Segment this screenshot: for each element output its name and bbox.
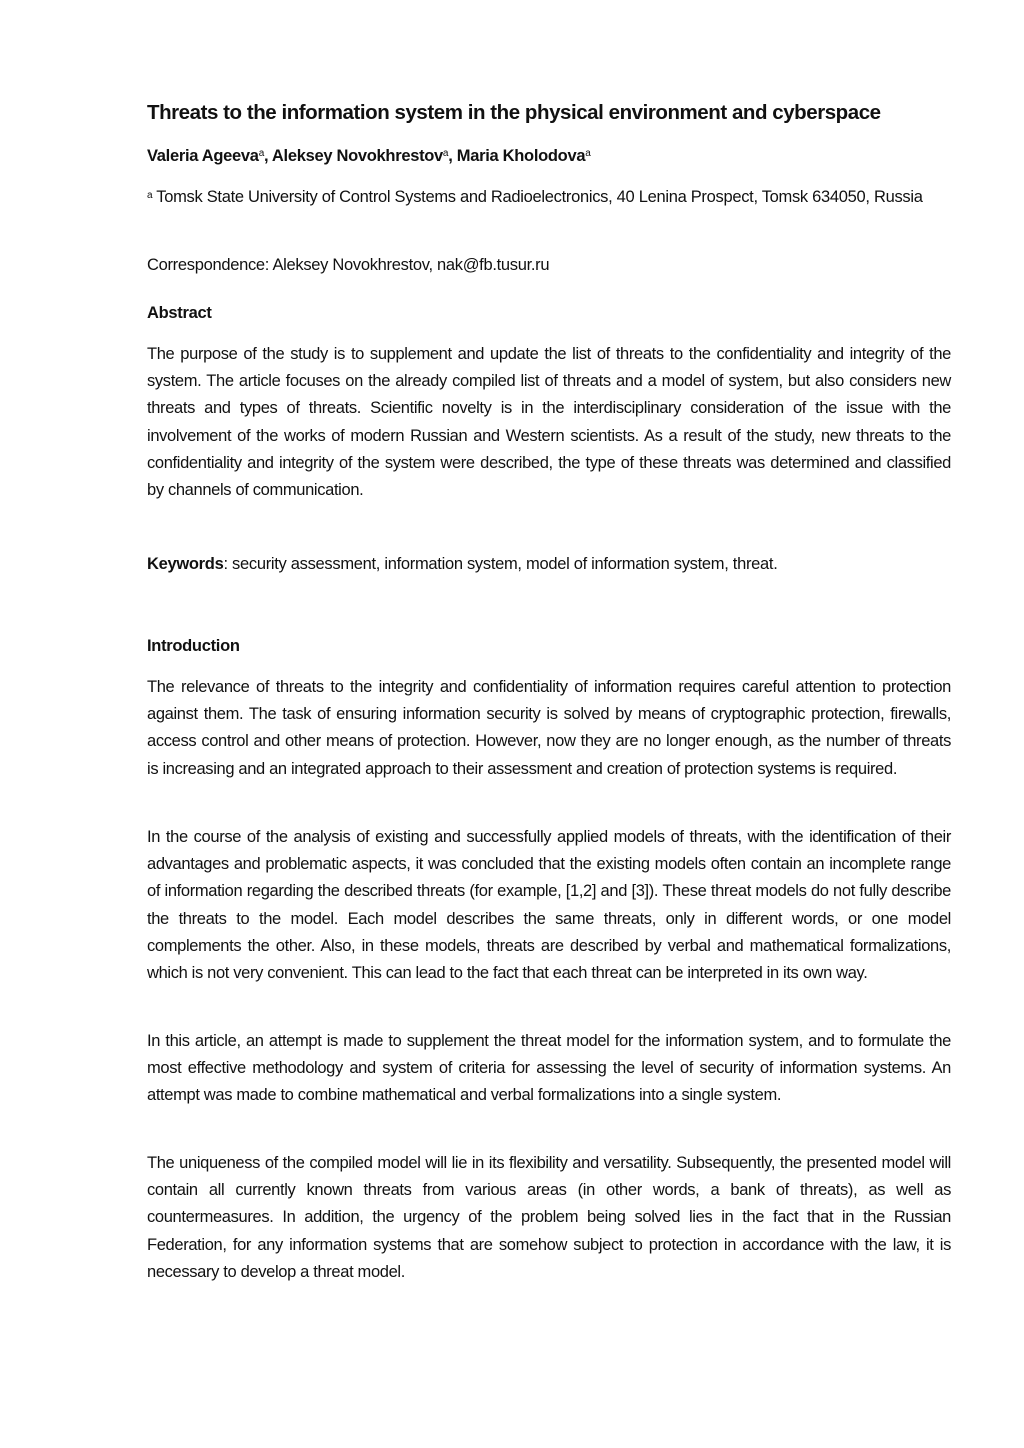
author-separator: , (448, 147, 457, 165)
intro-paragraph-2: In the course of the analysis of existing and successfully applied models of threats, with the identification of their advantages and problematic aspects, it was concluded that the existing models often contain an incomplete range of information regarding the described threats (for example, [1,2] and [3]). These threat models do not fully describe the threats to the model. Each model describes the same threats, only in different words, or one model complements the other. Also, in these models, threats are described by verbal and mathematical formalizations, which is not very convenient. This can lead to the fact that each threat can be interpreted in its own way. (147, 828, 951, 983)
affiliation-mark: a (258, 148, 264, 159)
keywords-label: Keywords (147, 555, 224, 573)
intro-paragraph-4: The uniqueness of the compiled model will lie in its flexibility and versatility. Subsequently, the presented model will contain all currently known threats from various areas (in other words, a bank of threats), as well as countermeasures. In addition, the urgency of the problem being solved lies in the fact that in the Russian Federation, for any information systems that are somehow subject to protection in accordance with the law, it is necessary to develop a threat model. (147, 1154, 951, 1281)
abstract-heading: Abstract (147, 304, 212, 322)
affiliation (147, 184, 951, 212)
author-list (147, 144, 590, 168)
introduction-heading: Introduction (147, 637, 240, 655)
author-name: Maria Kholodova (456, 147, 586, 165)
keywords-text: : security assessment, information system, model of information system, threat. (223, 555, 778, 573)
author-name: Aleksey Novokhrestov (271, 147, 443, 165)
paper-title: Threats to the information system in the physical environment and cyberspace (147, 101, 881, 124)
keywords (147, 552, 777, 576)
affiliation-mark: a (147, 190, 153, 201)
affiliation-text: Tomsk State University of Control Systems and Radioelectronics, 40 Lenina Prospect, Tomsk 634050, Russia (152, 188, 923, 206)
affiliation-mark: a (442, 148, 449, 159)
affiliation-mark: a (585, 148, 591, 159)
correspondence: Correspondence: Aleksey Novokhrestov, nak@fb.tusur.ru (147, 256, 550, 274)
intro-paragraph-3: In this article, an attempt is made to supplement the threat model for the information system, and to formulate the most effective methodology and system of criteria for assessing the level of security of information systems. An attempt was made to combine mathematical and verbal formalizations into a single system. (147, 1032, 951, 1105)
author-name: Valeria Ageeva (147, 147, 259, 165)
author-separator: , (263, 147, 272, 165)
abstract-text: The purpose of the study is to supplement and update the list of threats to the confidentiality and integrity of the system. The article focuses on the already compiled list of threats and a model of system, but also considers new threats and types of threats. Scientific novelty is in the interdisciplinary consideration of the issue with the involvement of the works of modern Russian and Western scientists. As a result of the study, new threats to the confidentiality and integrity of the system were described, the type of these threats was determined and classified by channels of communication. (147, 345, 951, 500)
intro-paragraph-1: The relevance of threats to the integrity and confidentiality of information requires careful attention to protection against them. The task of ensuring information security is solved by means of cryptographic protection, firewalls, access control and other means of protection. However, now they are no longer enough, as the number of threats is increasing and an integrated approach to their assessment and creation of protection systems is required. (147, 678, 951, 778)
